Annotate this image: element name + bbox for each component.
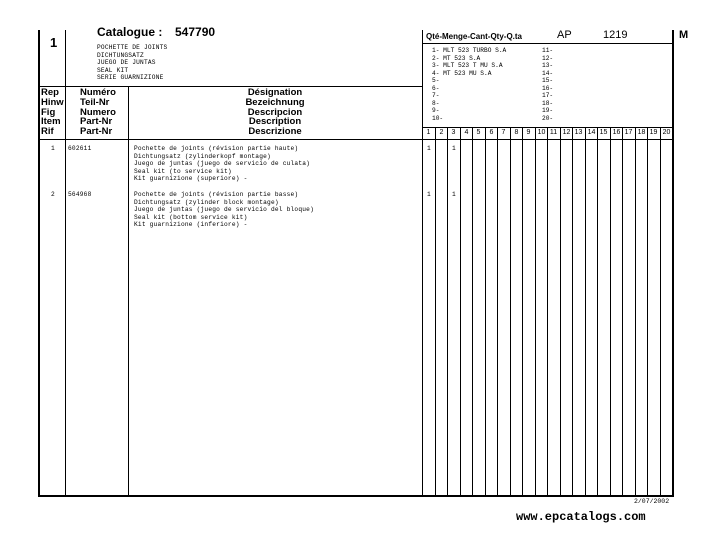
catalogue-label: Catalogue : (97, 25, 163, 39)
row-2-designation: Pochette de joints (révision partie basse) Dichtungsatz (zylinder block montage) Juego de juntas (juego de servicio del bloque) Seal kit (bottom service kit) Kit guarnizione (inferiore) - (134, 191, 315, 229)
qty-col-number: 8 (514, 129, 519, 136)
col-sep-numero (128, 86, 129, 496)
row-1-qty-col3: 1 (452, 145, 456, 152)
qty-col-number: 17 (624, 129, 633, 136)
qty-col-separator (472, 127, 473, 496)
row-1-rep: 1 (51, 145, 55, 152)
qty-col-number: 3 (451, 129, 456, 136)
qty-col-number: 14 (587, 129, 596, 136)
page-number: 1 (50, 35, 58, 50)
qty-col-number: 10 (537, 129, 546, 136)
col-header-rep: Rep Hinw Fig Item Rif (41, 87, 64, 138)
footer-date: 2/07/2002 (634, 498, 670, 505)
models-list-left: 1- MLT 523 TURBO S.A 2- MT 523 S.A 3- MLT 523 T MU S.A 4- MT 523 MU S.A 5- 6- 7- 8- 9- 10- (432, 47, 507, 122)
qty-col-separator (585, 127, 586, 496)
qty-col-number: 2 (439, 129, 444, 136)
qty-header-line (422, 43, 672, 44)
watermark: www.epcatalogs.com (516, 510, 646, 524)
qty-header-ap-number: 1219 (603, 29, 628, 41)
qty-col-separator (460, 127, 461, 496)
qty-col-number: 7 (501, 129, 506, 136)
qty-col-number: 16 (612, 129, 621, 136)
qty-col-separator (522, 127, 523, 496)
qty-col-number: 11 (549, 129, 558, 136)
row-2-qty-col3: 1 (452, 191, 456, 198)
qty-col-separator (597, 127, 598, 496)
qty-col-separator (547, 127, 548, 496)
qty-col-separator (660, 127, 661, 496)
col-header-designation: Désignation Bezeichnung Descripcion Description Descrizione (245, 87, 305, 138)
frame-bottom-line (38, 495, 674, 497)
qty-header-m: M (679, 29, 689, 41)
qty-col-separator (647, 127, 648, 496)
catalogue-number: 547790 (175, 25, 216, 39)
qty-col-number: 1 (426, 129, 431, 136)
qty-col-separator (447, 127, 448, 496)
row-1-designation: Pochette de joints (révision partie haute) Dichtungsatz (zylinderkopf montage) Juego de juntas (juego de servicio de culata) Seal kit (to service kit) Kit guarnizione (superiore) - (134, 145, 311, 183)
qty-col-separator (435, 127, 436, 496)
qty-col-separator (635, 127, 636, 496)
qty-header-ap: AP (557, 29, 572, 41)
group-title-de: DICHTUNGSATZ (97, 51, 144, 59)
qty-col-number: 12 (562, 129, 571, 136)
col-header-numero: Numéro Teil-Nr Numero Part-Nr Part-Nr (80, 87, 116, 138)
qty-col-separator (485, 127, 486, 496)
frame-left-line (38, 30, 40, 496)
qty-col-number: 13 (574, 129, 583, 136)
row-1-qty-col1: 1 (427, 145, 431, 152)
qty-col-number: 4 (464, 129, 469, 136)
group-title-en: SEAL KIT (97, 66, 129, 74)
qty-col-number: 9 (526, 129, 531, 136)
group-title-it: SERIE GUARNIZIONE (97, 74, 164, 82)
qty-col-number: 5 (476, 129, 481, 136)
qty-col-separator (572, 127, 573, 496)
qty-col-separator (622, 127, 623, 496)
group-titles (97, 44, 167, 82)
models-list-right: 11- 12- 13- 14- 15- 16- 17- 18- 19- 20- (542, 47, 554, 122)
group-title-es: JUEGO DE JUNTAS (97, 59, 156, 67)
col-sep-qty-start (422, 30, 423, 496)
row-2-part: 564968 (68, 191, 92, 198)
qty-col-number: 6 (489, 129, 494, 136)
qty-col-number: 18 (637, 129, 646, 136)
qty-col-separator (535, 127, 536, 496)
row-1-part: 602611 (68, 145, 92, 152)
group-title-fr: POCHETTE DE JOINTS (97, 44, 168, 51)
qty-header-label: Qté-Menge-Cant-Qty-Q.ta (426, 32, 522, 41)
qty-col-separator (560, 127, 561, 496)
col-sep-rep (65, 86, 66, 496)
col-sep-top-left (65, 30, 66, 86)
qty-col-number: 19 (649, 129, 658, 136)
header-line-bottom (40, 139, 672, 140)
qty-col-separator (510, 127, 511, 496)
frame-right-line (672, 30, 674, 496)
qty-col-separator (610, 127, 611, 496)
qty-col-separator (497, 127, 498, 496)
qty-col-number: 20 (662, 129, 671, 136)
row-2-qty-col1: 1 (427, 191, 431, 198)
row-2-rep: 2 (51, 191, 55, 198)
qty-col-number: 15 (599, 129, 608, 136)
